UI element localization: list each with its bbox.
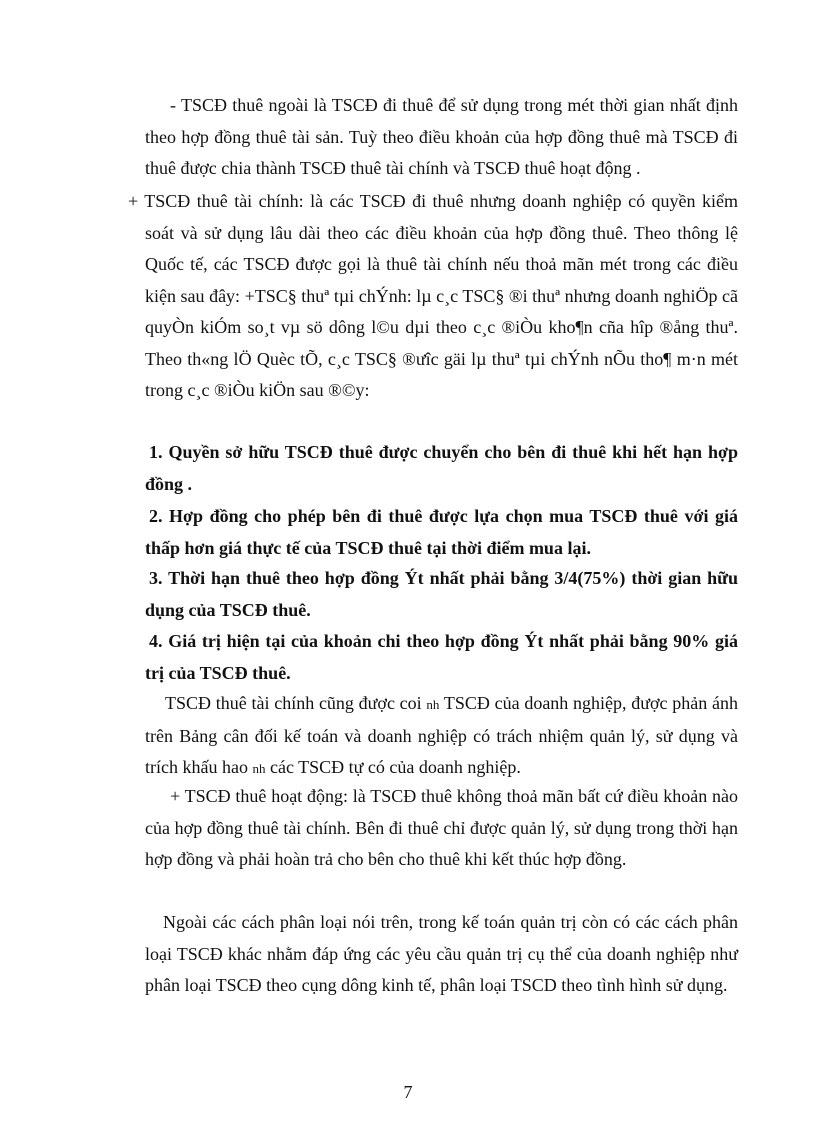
condition-4: 4. Giá trị hiện tại của khoản chi theo hợp đồng Ýt nhất phải bằng 90% giá trị của TSCĐ thuê. — [145, 631, 738, 683]
condition-1: 1. Quyền sở hữu TSCĐ thuê được chuyển cho bên đi thuê khi hết hạn hợp đồng . — [145, 442, 738, 494]
paragraph-leased-assets: - TSCĐ thuê ngoài là TSCĐ đi thuê để sử dụng trong mét thời gian nhất định theo hợp đồng thuê tài sản. Tuỳ theo điều khoản của hợp đồng thuê mà TSCĐ đi thuê được chia thành TSCĐ thuê tài chính và TSCĐ thuê hoạt động . — [145, 95, 738, 178]
paragraph-finance-lease: + TSCĐ thuê tài chính: là các TSCĐ đi thuê nhưng doanh nghiệp có quyền kiểm soát và sử dụng lâu dài theo các điều khoản của hợp đồng thuê. Theo thông lệ Quốc tế, các TSCĐ được gọi là thuê tài chính nếu thoả mãn mét trong các điều kiện sau đây: +TSC§ thuª tµi chÝnh: lµ c¸c TSC§ ®i thuª nhưng doanh nghiÖp cã quyÒn kiÓm so¸t vµ sö dông l©u dµi theo c¸c ®iÒu kho¶n cña hîp ®ång thuª. Theo th«ng lÖ Quèc tÕ, c¸c TSC§ ®ưîc gäi lµ thuª tµi chÝnh nÕu tho¶ m·n mét trong c¸c ®iÒu kiÖn sau ®©y: — [128, 191, 738, 400]
paragraph-operating-lease: + TSCĐ thuê hoạt động: là TSCĐ thuê không thoả mãn bất cứ điều khoản nào của hợp đồng thuê tài chính. Bên đi thuê chỉ được quản lý, sử dụng trong thời hạn hợp đồng và phải hoàn trả cho bên cho thuê khi kết thúc hợp đồng. — [145, 786, 738, 869]
paragraph-finance-lease-accounting — [145, 688, 738, 785]
condition-3: 3. Thời hạn thuê theo hợp đồng Ýt nhất phải bằng 3/4(75%) thời gian hữu dụng của TSCĐ thuê. — [145, 568, 738, 620]
inline-fragment-nh: nh — [252, 761, 266, 776]
paragraph-text-part-2: TSCĐ của doanh nghiệp, được phản ánh trên Bảng cân đối kế toán và doanh nghiệp có trách nhiệm quản lý, sử dụng và trích khấu hao — [145, 693, 738, 777]
paragraph-other-classifications: Ngoài các cách phân loại nói trên, trong kế toán quản trị còn có các cách phân loại TSCĐ khác nhằm đáp ứng các yêu cầu quản trị cụ thể của doanh nghiệp như phân loại TSCĐ theo cụng dông kinh tế, phân loại TSCD theo tình hình sử dụng. — [145, 912, 738, 995]
inline-fragment-nh: nh — [426, 697, 440, 712]
page-number: 7 — [403, 1082, 413, 1102]
paragraph-text-part-1: TSCĐ thuê tài chính cũng được coi — [165, 693, 422, 713]
paragraph-text-part-3: các TSCĐ tự có của doanh nghiệp. — [269, 757, 521, 777]
condition-2: 2. Hợp đồng cho phép bên đi thuê được lựa chọn mua TSCĐ thuê với giá thấp hơn giá thực tế của TSCĐ thuê tại thời điểm mua lại. — [145, 506, 738, 558]
